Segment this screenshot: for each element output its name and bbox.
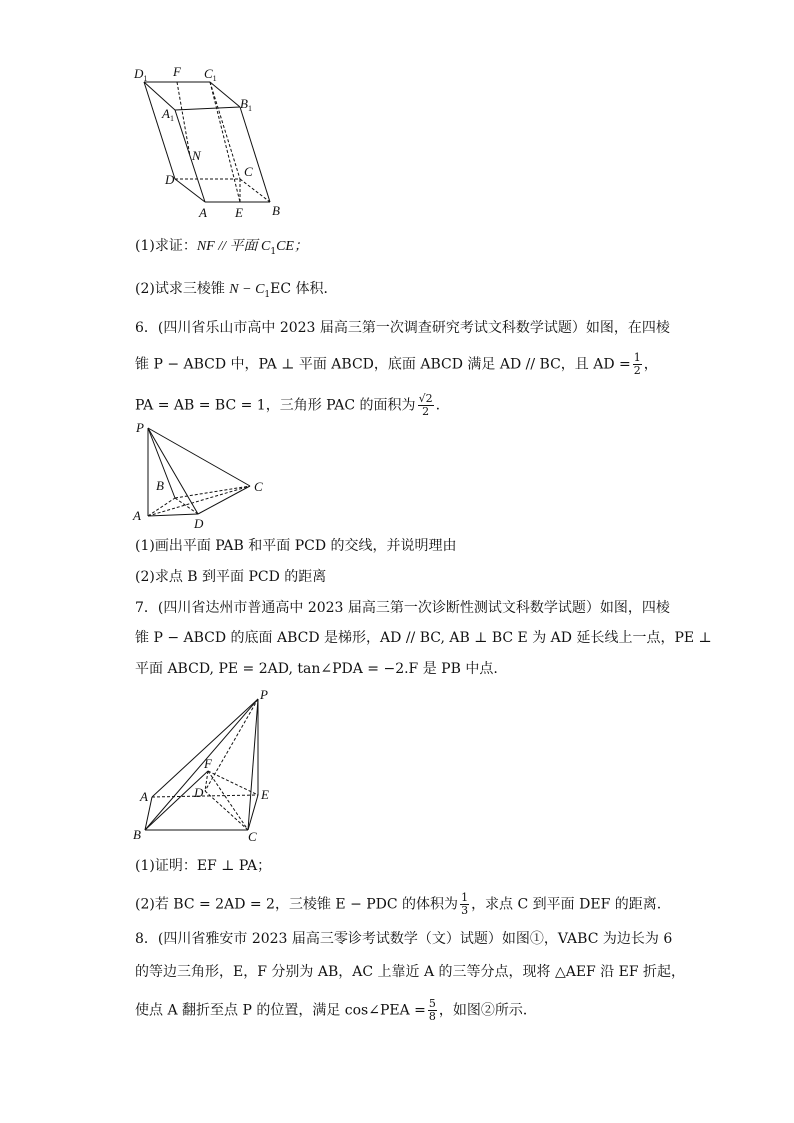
figure-prism bbox=[130, 62, 290, 222]
label-A: A bbox=[140, 789, 148, 804]
q8-line3-a: 使点 A 翻折至点 P 的位置，满足 cos∠PEA = bbox=[135, 1002, 426, 1019]
label-B: B bbox=[272, 203, 280, 218]
edge-DC bbox=[198, 486, 250, 514]
edge-PD bbox=[205, 699, 258, 791]
q6-frac-ad-num: 1 bbox=[633, 351, 641, 364]
q5-part2-sub: 1 bbox=[264, 289, 271, 300]
edge bbox=[175, 107, 240, 110]
q6-frac-area-num: √2 bbox=[418, 392, 433, 405]
q6-line2-a: 锥 P − ABCD 中，PA ⊥ 平面 ABCD，底面 ABCD 满足 AD // BC，且 AD = bbox=[135, 356, 631, 373]
label-D: D bbox=[194, 785, 204, 800]
edge-PB bbox=[145, 699, 258, 830]
q5-part1-suffix: CE； bbox=[276, 239, 308, 254]
label-P: P bbox=[260, 687, 268, 702]
q8-frac bbox=[428, 998, 437, 1023]
edge-PA bbox=[152, 699, 258, 797]
label-C: C bbox=[254, 479, 263, 494]
q8-line3-b: ，如图②所示． bbox=[438, 1002, 537, 1019]
q5-part1-prefix: (1)求证： bbox=[135, 238, 197, 254]
q5-part2 bbox=[135, 279, 338, 305]
q6-frac-area-den: 2 bbox=[422, 405, 430, 418]
q5-part2-suffix: EC 体积． bbox=[270, 281, 338, 297]
edge bbox=[240, 107, 270, 202]
q6-line2 bbox=[135, 352, 658, 377]
q6-frac-ad bbox=[633, 352, 642, 377]
label-A: A bbox=[133, 508, 141, 523]
q7-line2: 锥 P − ABCD 的底面 ABCD 是梯形，AD // BC, AB ⊥ BC E 为 AD 延长线上一点，PE ⊥ bbox=[135, 630, 712, 646]
label-C1: $C_1$ bbox=[204, 66, 217, 83]
edge-hidden bbox=[210, 82, 240, 202]
label-B: B bbox=[156, 478, 164, 493]
q6-frac-area bbox=[418, 393, 434, 418]
q8-frac-num: 5 bbox=[428, 997, 436, 1010]
label-E: E bbox=[261, 787, 269, 802]
label-D1: $D_1$ bbox=[134, 66, 148, 83]
label-C: C bbox=[244, 164, 253, 179]
q7-part2-a: (2)若 BC = 2AD = 2，三棱锥 E − PDC 的体积为 bbox=[135, 896, 459, 913]
label-A1: $A_1$ bbox=[162, 106, 174, 123]
q8-line3 bbox=[135, 998, 537, 1023]
edge-BD bbox=[175, 498, 198, 514]
q7-frac-den: 3 bbox=[461, 904, 469, 917]
q7-frac-num: 1 bbox=[461, 891, 469, 904]
q6-part2: (2)求点 B 到平面 PCD 的距离 bbox=[135, 569, 327, 585]
q5-part1-expr: NF // 平面 C bbox=[196, 239, 271, 254]
figure-pyramid-q7 bbox=[130, 685, 280, 845]
label-P: P bbox=[136, 420, 144, 435]
label-C: C bbox=[248, 829, 257, 844]
edge-FC bbox=[208, 771, 248, 830]
q5-part2-prefix: (2)试求三棱锥 bbox=[135, 281, 230, 297]
q8-line1: 8．(四川省雅安市 2023 届高三零诊考试数学（文）试题）如图①，VABC 为边长为 6 bbox=[135, 931, 673, 947]
q7-line3: 平面 ABCD, PE = 2AD, tan∠PDA = −2.F 是 PB 中点. bbox=[135, 661, 498, 677]
edge-DC bbox=[205, 791, 248, 830]
label-F: F bbox=[173, 64, 181, 79]
edge-PD bbox=[148, 428, 198, 514]
figure-pyramid-q6 bbox=[130, 418, 280, 533]
label-B: B bbox=[133, 827, 141, 842]
q6-line3-b: . bbox=[435, 397, 441, 414]
edge bbox=[175, 179, 205, 202]
label-D: D bbox=[165, 172, 175, 187]
q7-part1: (1)证明：EF ⊥ PA； bbox=[135, 858, 272, 874]
q8-frac-den: 8 bbox=[428, 1010, 436, 1023]
q6-line3-a: PA = AB = BC = 1，三角形 PAC 的面积为 bbox=[135, 397, 416, 414]
q6-line3 bbox=[135, 393, 440, 418]
edge bbox=[210, 82, 240, 107]
label-A: A bbox=[199, 205, 207, 220]
label-E: E bbox=[235, 205, 243, 220]
q7-line1: 7．(四川省达州市普通高中 2023 届高三第一次诊断性测试文科数学试题）如图，四棱 bbox=[135, 600, 670, 616]
edge-PC bbox=[248, 699, 258, 830]
label-F: F bbox=[204, 756, 212, 771]
edge-BF bbox=[145, 771, 208, 830]
q7-part2-b: ，求点 C 到平面 DEF 的距离. bbox=[471, 896, 662, 913]
edge-AD bbox=[152, 795, 258, 797]
q6-part1: (1)画出平面 PAB 和平面 PCD 的交线，并说明理由 bbox=[135, 538, 457, 554]
q7-part2 bbox=[135, 892, 661, 917]
q6-line1: 6．(四川省乐山市高中 2023 届高三第一次调查研究考试文科数学试题）如图，在四棱 bbox=[135, 320, 670, 336]
q8-line2: 的等边三角形，E，F 分别为 AB，AC 上靠近 A 的三等分点，现将 △AEF 沿 EF 折起， bbox=[135, 964, 686, 980]
label-B1: $B_1$ bbox=[240, 96, 252, 113]
q7-frac bbox=[460, 892, 469, 917]
q5-part2-expr: N − C bbox=[229, 282, 265, 297]
edge-hidden bbox=[210, 82, 240, 179]
q6-line2-b: ， bbox=[643, 356, 658, 373]
edge-hidden bbox=[177, 82, 190, 156]
q5-part1-sub: 1 bbox=[270, 246, 277, 257]
q5-part1 bbox=[135, 236, 308, 262]
edge-FE bbox=[208, 771, 258, 795]
label-D: D bbox=[194, 516, 204, 531]
q6-frac-ad-den: 2 bbox=[633, 364, 641, 377]
edge-hidden bbox=[240, 179, 270, 202]
edge-AB bbox=[148, 498, 175, 516]
label-N: N bbox=[192, 148, 201, 163]
